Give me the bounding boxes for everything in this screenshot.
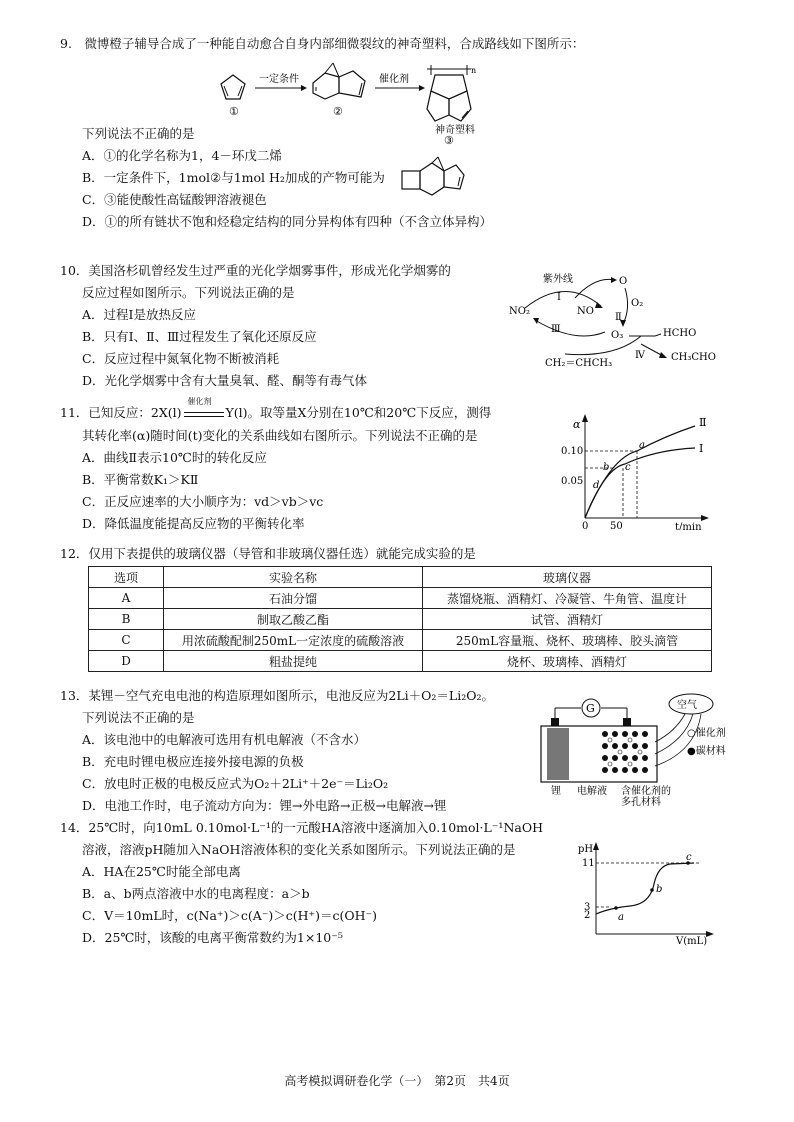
galvanometer-label: G bbox=[586, 702, 595, 715]
table-header-row bbox=[89, 567, 712, 588]
cell-glassware: 烧杯、玻璃棒、酒精灯 bbox=[423, 651, 712, 672]
xlabel: V(mL) bbox=[676, 936, 708, 946]
header-option: 选项 bbox=[89, 567, 164, 588]
cell-glassware: 蒸馏烧瓶、酒精灯、冷凝管、牛角管、温度计 bbox=[423, 588, 712, 609]
ytick-005: 0.05 bbox=[561, 476, 584, 487]
propene-label: CH₂＝CHCH₃ bbox=[545, 358, 613, 369]
q14-option-b: B．a、b两点溶液中水的电离程度：a＞b bbox=[82, 886, 310, 901]
q11-stem-line2: 其转化率(α)随时间(t)变化的关系曲线如右图所示。下列说法不正确的是 bbox=[82, 428, 478, 443]
label-3: ③ bbox=[444, 134, 454, 145]
lithium-label: 锂 bbox=[551, 786, 561, 797]
uv-label: 紫外线 bbox=[543, 274, 573, 285]
curve-II-label: Ⅱ bbox=[699, 416, 707, 429]
step-II: Ⅱ bbox=[615, 312, 622, 323]
cell-option: B bbox=[89, 609, 164, 630]
point-c: c bbox=[686, 852, 692, 863]
step-IV: Ⅳ bbox=[635, 350, 645, 361]
cell-option: C bbox=[89, 630, 164, 651]
q11-option-b: B．平衡常数K₁＞KⅡ bbox=[82, 472, 199, 487]
q11-stem-part1: 11．已知反应：2X(l) bbox=[60, 405, 182, 420]
n-subscript: n bbox=[471, 66, 477, 75]
ch3cho-label: CH₃CHO bbox=[671, 352, 716, 363]
table-row bbox=[89, 651, 712, 672]
q10-option-d: D．光化学烟雾中含有大量臭氧、醛、酮等有毒气体 bbox=[82, 373, 368, 388]
label-1: ① bbox=[229, 105, 239, 118]
q10-stem-line1: 10．美国洛杉矶曾经发生过严重的光化学烟雾事件，形成光化学烟雾的 bbox=[60, 263, 451, 278]
ylabel: α bbox=[573, 418, 581, 431]
label-2: ② bbox=[333, 105, 343, 118]
q9-option-c: C．③能使酸性高锰酸钾溶液褪色 bbox=[82, 192, 267, 207]
porous-label-1: 含催化剂的 bbox=[621, 786, 671, 797]
point-b: b bbox=[656, 884, 663, 895]
cell-glassware: 250mL容量瓶、烧杯、玻璃棒、胶头滴管 bbox=[423, 630, 712, 651]
point-c: c bbox=[625, 462, 631, 473]
equilibrium-arrow bbox=[182, 396, 226, 420]
ph-curve bbox=[596, 863, 694, 914]
air-label: 空气 bbox=[677, 700, 697, 711]
q9-option-d: D．①的所有链状不饱和烃稳定结构的同分异构体有四种（不含立体异构） bbox=[82, 214, 493, 229]
no-label: NO bbox=[577, 306, 594, 317]
equilibrium-catalyst: 催化剂 bbox=[187, 396, 212, 406]
q9-option-b-structure bbox=[398, 155, 468, 200]
q9-reaction-scheme bbox=[205, 55, 505, 145]
q10-smog-diagram bbox=[505, 262, 745, 372]
q13-battery-diagram bbox=[535, 692, 750, 807]
q11-option-a: A．曲线Ⅱ表示10℃时的转化反应 bbox=[82, 450, 267, 465]
o3-label: O₃ bbox=[611, 330, 624, 341]
q9-option-a: A．①的化学名称为1，4－环戊二烯 bbox=[82, 148, 282, 163]
header-experiment: 实验名称 bbox=[164, 567, 423, 588]
q9-lead: 下列说法不正确的是 bbox=[82, 126, 195, 141]
q14-titration-graph bbox=[570, 838, 720, 946]
xtick-50: 50 bbox=[610, 521, 623, 530]
q9-option-b: B．一定条件下，1mol②与1mol H₂加成的产物可能为 bbox=[82, 170, 385, 185]
cell-experiment: 粗盐提纯 bbox=[164, 651, 423, 672]
cell-option: A bbox=[89, 588, 164, 609]
q13-stem-line2: 下列说法不正确的是 bbox=[82, 710, 195, 725]
q10-stem-line2: 反应过程如图所示。下列说法正确的是 bbox=[82, 285, 295, 300]
carbon-legend: ●碳材料 bbox=[687, 746, 726, 757]
product-name: 神奇塑料 bbox=[435, 125, 475, 136]
q14-option-c: C．V＝10mL时，c(Na⁺)＞c(A⁻)＞c(H⁺)＝c(OH⁻) bbox=[82, 908, 378, 923]
electrolyte-label: 电解液 bbox=[577, 786, 607, 797]
q14-option-d: D．25℃时，该酸的电离平衡常数约为1×10⁻⁵ bbox=[82, 930, 343, 945]
q11-option-c: C．正反应速率的大小顺序为：vd＞vb＞vc bbox=[82, 494, 324, 509]
table-row bbox=[89, 588, 712, 609]
xtick-0: 0 bbox=[582, 521, 589, 530]
porous-label-2: 多孔材料 bbox=[621, 797, 661, 807]
q12-table bbox=[88, 566, 712, 672]
no2-left: NO₂ bbox=[509, 306, 530, 317]
lithium-electrode bbox=[547, 728, 569, 780]
q14-option-a: A．HA在25℃时能全部电离 bbox=[82, 864, 241, 879]
ytick-3: 3 bbox=[584, 902, 591, 913]
point-a: a bbox=[618, 912, 624, 923]
arrow1-label: 一定条件 bbox=[259, 74, 299, 85]
q11-option-d: D．降低温度能提高反应物的平衡转化率 bbox=[82, 516, 305, 531]
q13-option-c: C．放电时正极的电极反应式为O₂＋2Li⁺＋2e⁻＝Li₂O₂ bbox=[82, 776, 389, 791]
point-a-mark bbox=[614, 906, 618, 910]
q13-option-a: A．该电池中的电解液可选用有机电解液（不含水） bbox=[82, 732, 367, 747]
cell-option: D bbox=[89, 651, 164, 672]
table-row bbox=[89, 609, 712, 630]
q10-option-b: B．只有Ⅰ、Ⅱ、Ⅲ过程发生了氧化还原反应 bbox=[82, 329, 317, 344]
hcho-label: HCHO bbox=[663, 328, 697, 339]
header-glassware: 玻璃仪器 bbox=[423, 567, 712, 588]
ytick-11: 11 bbox=[582, 858, 595, 869]
page-footer: 高考模拟调研卷化学（一） 第2页 共4页 bbox=[284, 1074, 510, 1088]
point-b: b bbox=[603, 462, 610, 473]
curve-I bbox=[585, 448, 695, 518]
catalyst-legend: ○催化剂 bbox=[687, 728, 726, 739]
q13-option-b: B．充电时锂电极应连接外接电源的负极 bbox=[82, 754, 304, 769]
ytick-2: 2 bbox=[584, 910, 591, 921]
cell-experiment: 制取乙酸乙酯 bbox=[164, 609, 423, 630]
q11-stem-part2: Y(l)。取等量X分别在10℃和20℃下反应，测得 bbox=[225, 405, 492, 420]
q13-stem-line1: 13．某锂－空气充电电池的构造原理如图所示，电池反应为2Li＋O₂＝Li₂O₂。 bbox=[60, 688, 494, 703]
curve-I-label: Ⅰ bbox=[699, 442, 704, 455]
ytick-010: 0.10 bbox=[561, 446, 584, 457]
point-b-mark bbox=[650, 888, 654, 892]
step-I: Ⅰ bbox=[557, 292, 561, 303]
q12-stem: 12．仅用下表提供的玻璃仪器（导管和非玻璃仪器任选）就能完成实验的是 bbox=[60, 546, 476, 561]
o2-label: O₂ bbox=[631, 298, 644, 309]
step-III: Ⅲ bbox=[551, 324, 561, 335]
q10-option-a: A．过程Ⅰ是放热反应 bbox=[82, 307, 196, 322]
q11-stem-line1 bbox=[60, 396, 492, 420]
q11-conversion-graph bbox=[555, 408, 715, 530]
cell-experiment: 石油分馏 bbox=[164, 588, 423, 609]
cell-experiment: 用浓硫酸配制250mL一定浓度的硫酸溶液 bbox=[164, 630, 423, 651]
arrow2-label: 催化剂 bbox=[379, 74, 409, 85]
xlabel: t/min bbox=[675, 522, 702, 530]
q14-stem-line1: 14．25℃时，向10mL 0.10mol·L⁻¹的一元酸HA溶液中逐滴加入0.10mol·L⁻¹NaOH bbox=[60, 820, 543, 835]
point-a: a bbox=[639, 440, 645, 451]
o-atom: O bbox=[619, 276, 628, 287]
q13-option-d: D．电池工作时，电子流动方向为：锂→外电路→正极→电解液→锂 bbox=[82, 798, 447, 813]
ylabel: pH bbox=[578, 844, 594, 855]
q10-option-c: C．反应过程中氮氧化物不断被消耗 bbox=[82, 351, 280, 366]
cell-glassware: 试管、酒精灯 bbox=[423, 609, 712, 630]
q9-stem: 9. 微博橙子辅导合成了一种能自动愈合自身内部细微裂纹的神奇塑料，合成路线如下图所示： bbox=[60, 36, 585, 51]
point-d: d bbox=[593, 480, 600, 491]
table-row bbox=[89, 630, 712, 651]
q14-stem-line2: 溶液，溶液pH随加入NaOH溶液体积的变化关系如图所示。下列说法正确的是 bbox=[82, 842, 516, 857]
